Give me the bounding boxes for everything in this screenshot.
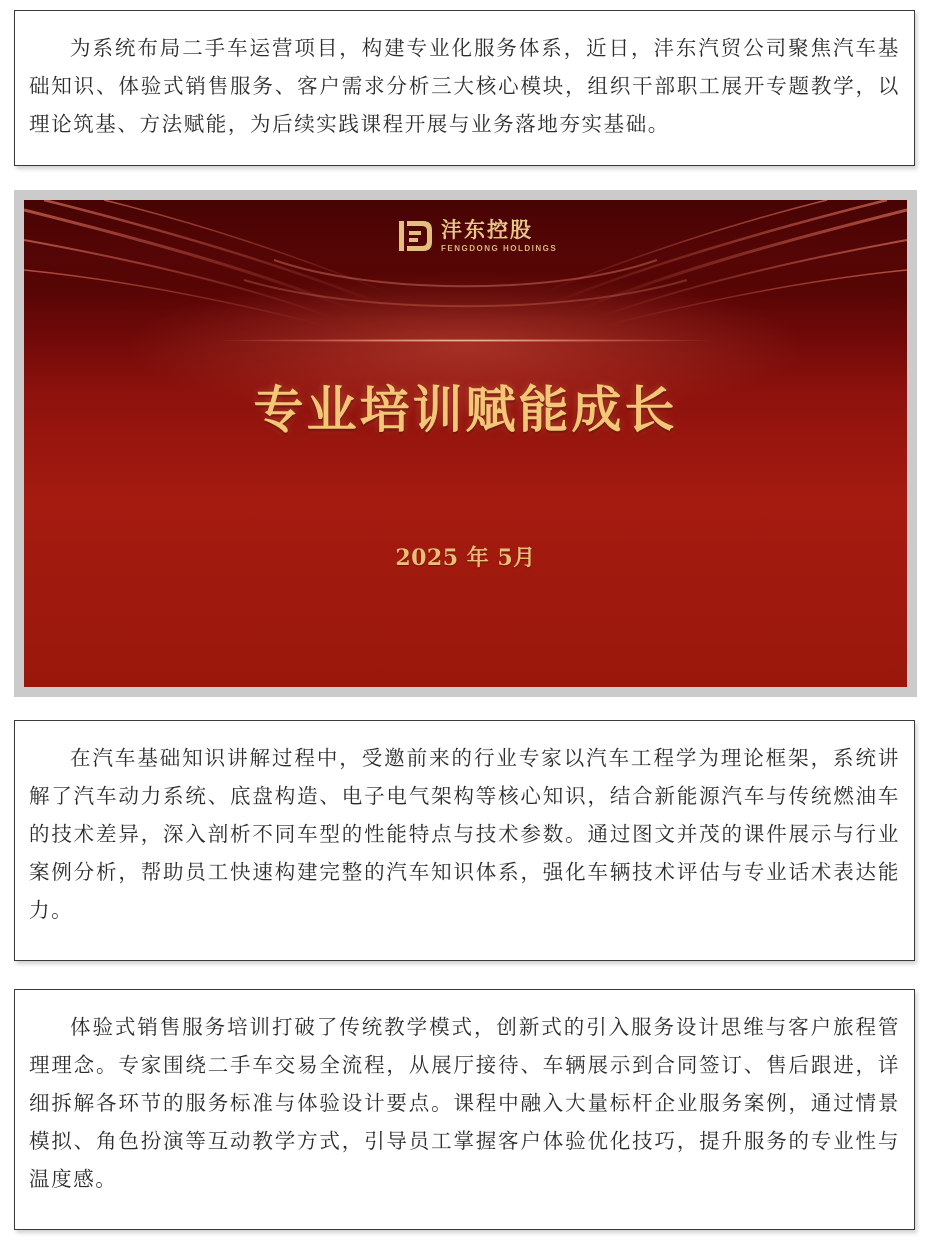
banner-date: 2025 年 5月 xyxy=(395,545,536,571)
fengdong-logo-icon xyxy=(397,217,435,255)
fengdong-logo xyxy=(397,216,557,256)
sales-paragraph: 体验式销售服务培训打破了传统教学模式，创新式的引入服务设计思维与客户旅程管理理念。专家围绕二手车交易全流程，从展厅接待、车辆展示到合同签订、售后跟进，详细拆解各环节的服务标准与体验设计要点。课程中融入大量标杆企业服务案例，通过情景模拟、角色扮演等互动教学方式，引导员工掌握客户体验优化技巧，提升服务的专业性与温度感。 xyxy=(29,1015,900,1191)
logo-english-name: FENGDONG HOLDINGS xyxy=(441,243,558,253)
basics-text-box xyxy=(14,720,915,961)
banner-frame xyxy=(14,190,917,697)
glow-light-line xyxy=(224,339,707,342)
intro-text-box xyxy=(14,10,915,166)
basics-paragraph: 在汽车基础知识讲解过程中，受邀前来的行业专家以汽车工程学为理论框架，系统讲解了汽车动力系统、底盘构造、电子电气架构等核心知识，结合新能源汽车与传统燃油车的技术差异，深入剖析不同车型的性能特点与技术参数。通过图文并茂的课件展示与行业案例分析，帮助员工快速构建完整的汽车知识体系，强化车辆技术评估与专业话术表达能力。 xyxy=(29,746,900,922)
curtain-drapes-decoration xyxy=(24,200,907,687)
logo-chinese-name: 沣东控股 xyxy=(441,217,533,242)
training-banner-image xyxy=(24,200,907,687)
banner-title: 专业培训赋能成长 xyxy=(253,380,678,439)
intro-paragraph: 为系统布局二手车运营项目，构建专业化服务体系，近日，沣东汽贸公司聚焦汽车基础知识、体验式销售服务、客户需求分析三大核心模块，组织干部职工展开专题教学，以理论筑基、方法赋能，为后续实践课程开展与业务落地夯实基础。 xyxy=(29,36,900,136)
sales-text-box xyxy=(14,989,915,1230)
